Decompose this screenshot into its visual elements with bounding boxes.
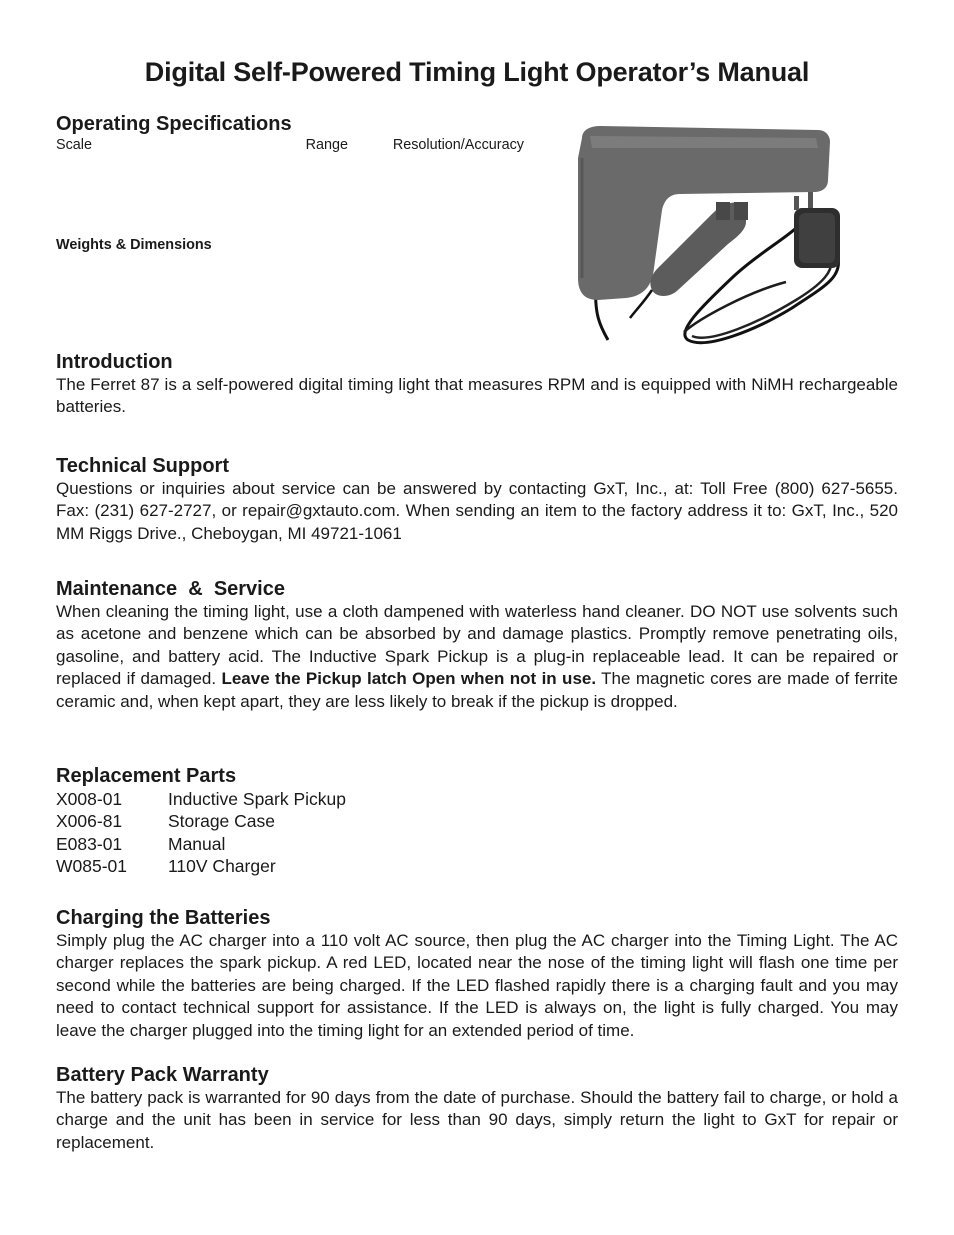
specs-header-resolution: Resolution/Accuracy <box>392 137 524 153</box>
spec-row <box>56 193 524 212</box>
maintenance-warning: Leave the Pickup latch Open when not in use. <box>221 669 597 689</box>
introduction-heading: Introduction <box>56 351 173 373</box>
weights-heading: Weights & Dimensions <box>56 237 212 253</box>
replacement-parts-section <box>56 764 898 878</box>
replacement-parts-list <box>56 788 898 878</box>
spec-row <box>56 155 524 174</box>
warranty-section <box>56 1063 898 1154</box>
part-name: Inductive Spark Pickup <box>168 789 347 809</box>
part-number: E083-01 <box>56 833 123 854</box>
technical-support-heading: Technical Support <box>56 455 229 477</box>
spec-row <box>56 212 524 231</box>
part-row <box>56 833 898 855</box>
part-number: W085-01 <box>56 856 128 877</box>
maintenance-heading: Maintenance & Service <box>56 578 285 600</box>
operating-specifications <box>56 112 524 312</box>
warranty-text: The battery pack is warranted for 90 days from the date of purchase. Should the battery fail to charge, or hold a charge and the unit has been in service for less than 90 days, simply return the light to GxT for repair or replacement. <box>56 1088 898 1152</box>
specs-header-row <box>56 136 524 155</box>
spec-row <box>56 255 524 274</box>
introduction-text: The Ferret 87 is a self-powered digital timing light that measures RPM and is equipped with NiMH rechargeable batteries. <box>56 375 898 417</box>
introduction-section <box>56 350 898 419</box>
page-title: Digital Self-Powered Timing Light Operator’s Manual <box>144 57 810 87</box>
spec-row <box>56 174 524 193</box>
part-number: X006-81 <box>56 811 123 832</box>
charging-heading: Charging the Batteries <box>56 907 271 929</box>
specs-header-range: Range <box>305 137 348 153</box>
maintenance-text <box>56 601 898 713</box>
maintenance-section <box>56 577 898 713</box>
timing-light-with-pickup-and-charger-photo <box>560 118 860 348</box>
warranty-heading: Battery Pack Warranty <box>56 1064 269 1086</box>
part-number: X008-01 <box>56 789 123 809</box>
maintenance-text-part1: When cleaning the timing light, use a cloth dampened with waterless hand cleaner. DO NOT use solvents such as acetone and benzene which can be absorbed by and damage plastics. Promptly remove penetrating oils, gasoline, and battery acid. The Inductive Spark Pickup is a plug-in replaceable lead. It can be repaired or replaced if damaged. <box>56 602 898 689</box>
part-row <box>56 810 898 832</box>
part-name: Manual <box>168 833 226 854</box>
maintenance-text-part2: The magnetic cores are made of ferrite ceramic and, when kept apart, they are less likely to break if the pickup is dropped. <box>56 669 898 711</box>
specs-header-scale: Scale <box>56 137 92 153</box>
technical-support-section <box>56 454 898 545</box>
part-name: Storage Case <box>168 811 276 832</box>
part-row <box>56 788 898 810</box>
part-row <box>56 855 898 877</box>
specs-heading: Operating Specifications <box>56 113 292 135</box>
part-name: 110V Charger <box>168 856 276 877</box>
technical-support-text: Questions or inquiries about service can be answered by contacting GxT, Inc., at: Toll Free (800) 627-5655. Fax: (231) 627-2727, or repair@gxtauto.com. When sending an item to the factory address it to: GxT, Inc., 520 MM Riggs Drive., Cheboygan, MI 49721-1061 <box>56 479 898 543</box>
charging-text: Simply plug the AC charger into a 110 volt AC source, then plug the AC charger into the Timing Light. The AC charger replaces the spark pickup. A red LED, located near the nose of the timing light will flash one time per second while the batteries are being charged. If the LED flashed rapidly there is a charging fault and you may need to contact technical support for assistance. If the LED is always on, the light is fully charged. You may leave the charger plugged into the timing light for an extended period of time. <box>56 931 898 1040</box>
spec-row <box>56 293 524 312</box>
charging-section <box>56 906 898 1042</box>
spec-row <box>56 274 524 293</box>
replacement-parts-heading: Replacement Parts <box>56 765 237 787</box>
